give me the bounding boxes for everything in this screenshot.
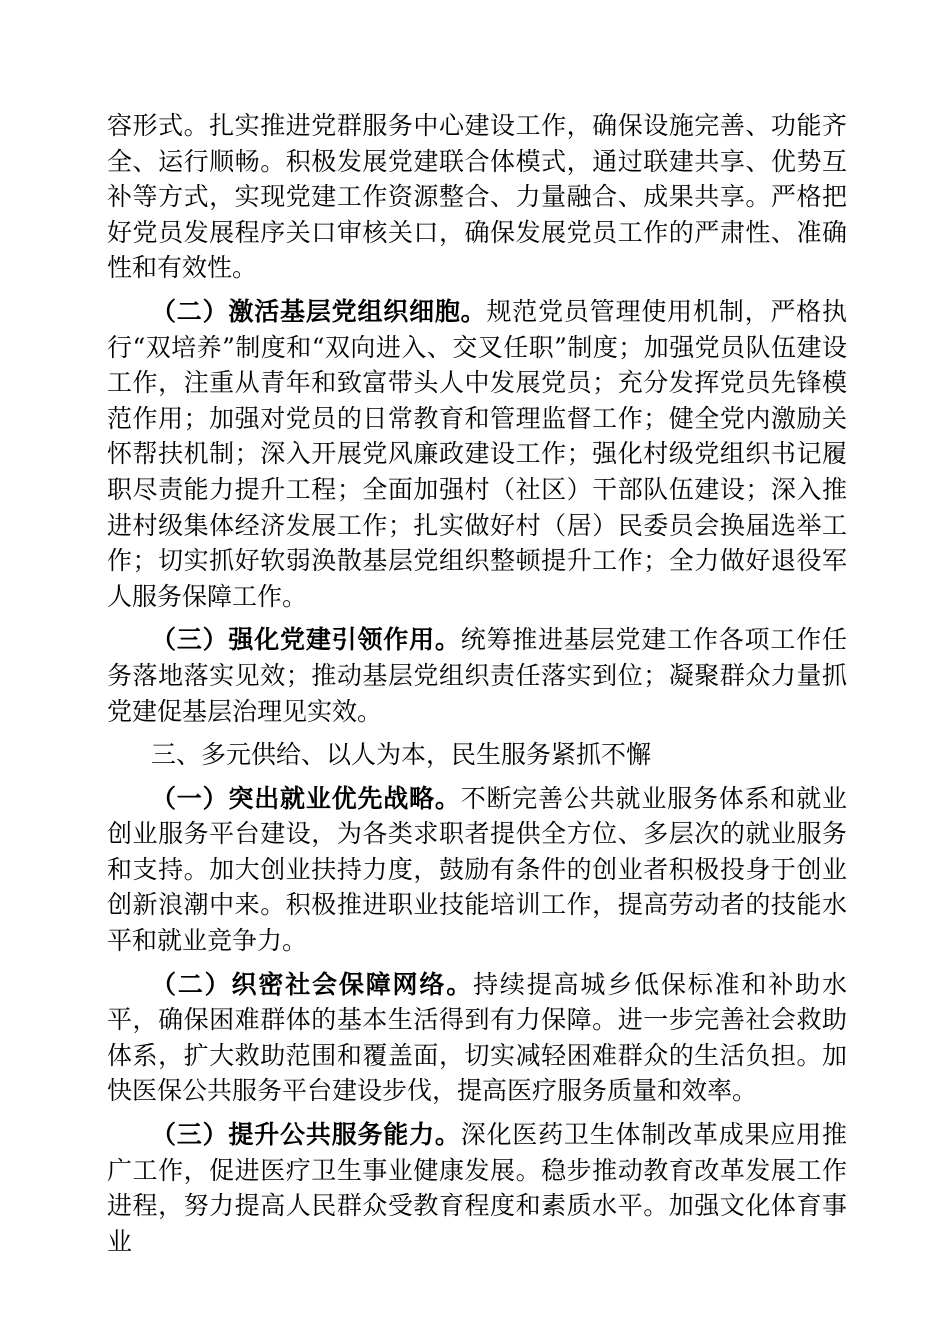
chapter-heading-text: 三、多元供给、以人为本，民生服务紧抓不懈 — [151, 740, 652, 770]
section-heading-3: （三）强化党建引领作用。 — [151, 625, 461, 655]
section-heading-3: （三）提升公共服务能力。 — [151, 1120, 461, 1150]
paragraph-party-service-center — [107, 108, 847, 286]
paragraph-employment-priority — [107, 781, 847, 959]
chapter-heading-3 — [107, 737, 847, 773]
paragraph-text: 统筹推进基层党建工作各项工作任务落地落实见效；推动基层党组织责任落实到位；凝聚群众力量抓党建促基层治理见实效。 — [107, 625, 847, 726]
paragraph-activate-party-cells — [107, 294, 847, 614]
paragraph-text: 不断完善公共就业服务体系和就业创业服务平台建设，为各类求职者提供全方位、多层次的就业服务和支持。加大创业扶持力度，鼓励有条件的创业者积极投身于创业创新浪潮中来。积极推进职业技能培训工作，提高劳动者的技能水平和就业竞争力。 — [107, 783, 847, 956]
section-heading-1: （一）突出就业优先战略。 — [151, 783, 461, 813]
document-page — [107, 108, 847, 1259]
section-heading-2: （二）激活基层党组织细胞。 — [151, 296, 487, 326]
paragraph-social-security — [107, 967, 847, 1109]
paragraph-public-service — [107, 1117, 847, 1259]
paragraph-text: 容形式。扎实推进党群服务中心建设工作，确保设施完善、功能齐全、运行顺畅。积极发展党建联合体模式，通过联建共享、优势互补等方式，实现党建工作资源整合、力量融合、成果共享。严格把好党员发展程序关口审核关口，确保发展党员工作的严肃性、准确性和有效性。 — [107, 111, 847, 283]
section-heading-2: （二）织密社会保障网络。 — [151, 969, 474, 999]
paragraph-text: 深化医药卫生体制改革成果应用推广工作，促进医疗卫生事业健康发展。稳步推动教育改革发展工作进程，努力提高人民群众受教育程度和素质水平。加强文化体育事业 — [107, 1120, 847, 1256]
paragraph-strengthen-leadership — [107, 622, 847, 729]
paragraph-text: 持续提高城乡低保标准和补助水平，确保困难群体的基本生活得到有力保障。进一步完善社会救助体系，扩大救助范围和覆盖面，切实减轻困难群众的生活负担。加快医保公共服务平台建设步伐，提高医疗服务质量和效率。 — [107, 969, 847, 1106]
paragraph-text: 规范党员管理使用机制，严格执行“双培养”制度和“双向进入、交叉任职”制度；加强党员队伍建设工作，注重从青年和致富带头人中发展党员；充分发挥党员先锋模范作用；加强对党员的日常教育和管理监督工作；健全党内激励关怀帮扶机制；深入开展党风廉政建设工作；强化村级党组织书记履职尽责能力提升工程；全面加强村（社区）干部队伍建设；深入推进村级集体经济发展工作；扎实做好村（居）民委员会换届选举工作；切实抓好软弱涣散基层党组织整顿提升工作；全力做好退役军人服务保障工作。 — [107, 296, 847, 611]
